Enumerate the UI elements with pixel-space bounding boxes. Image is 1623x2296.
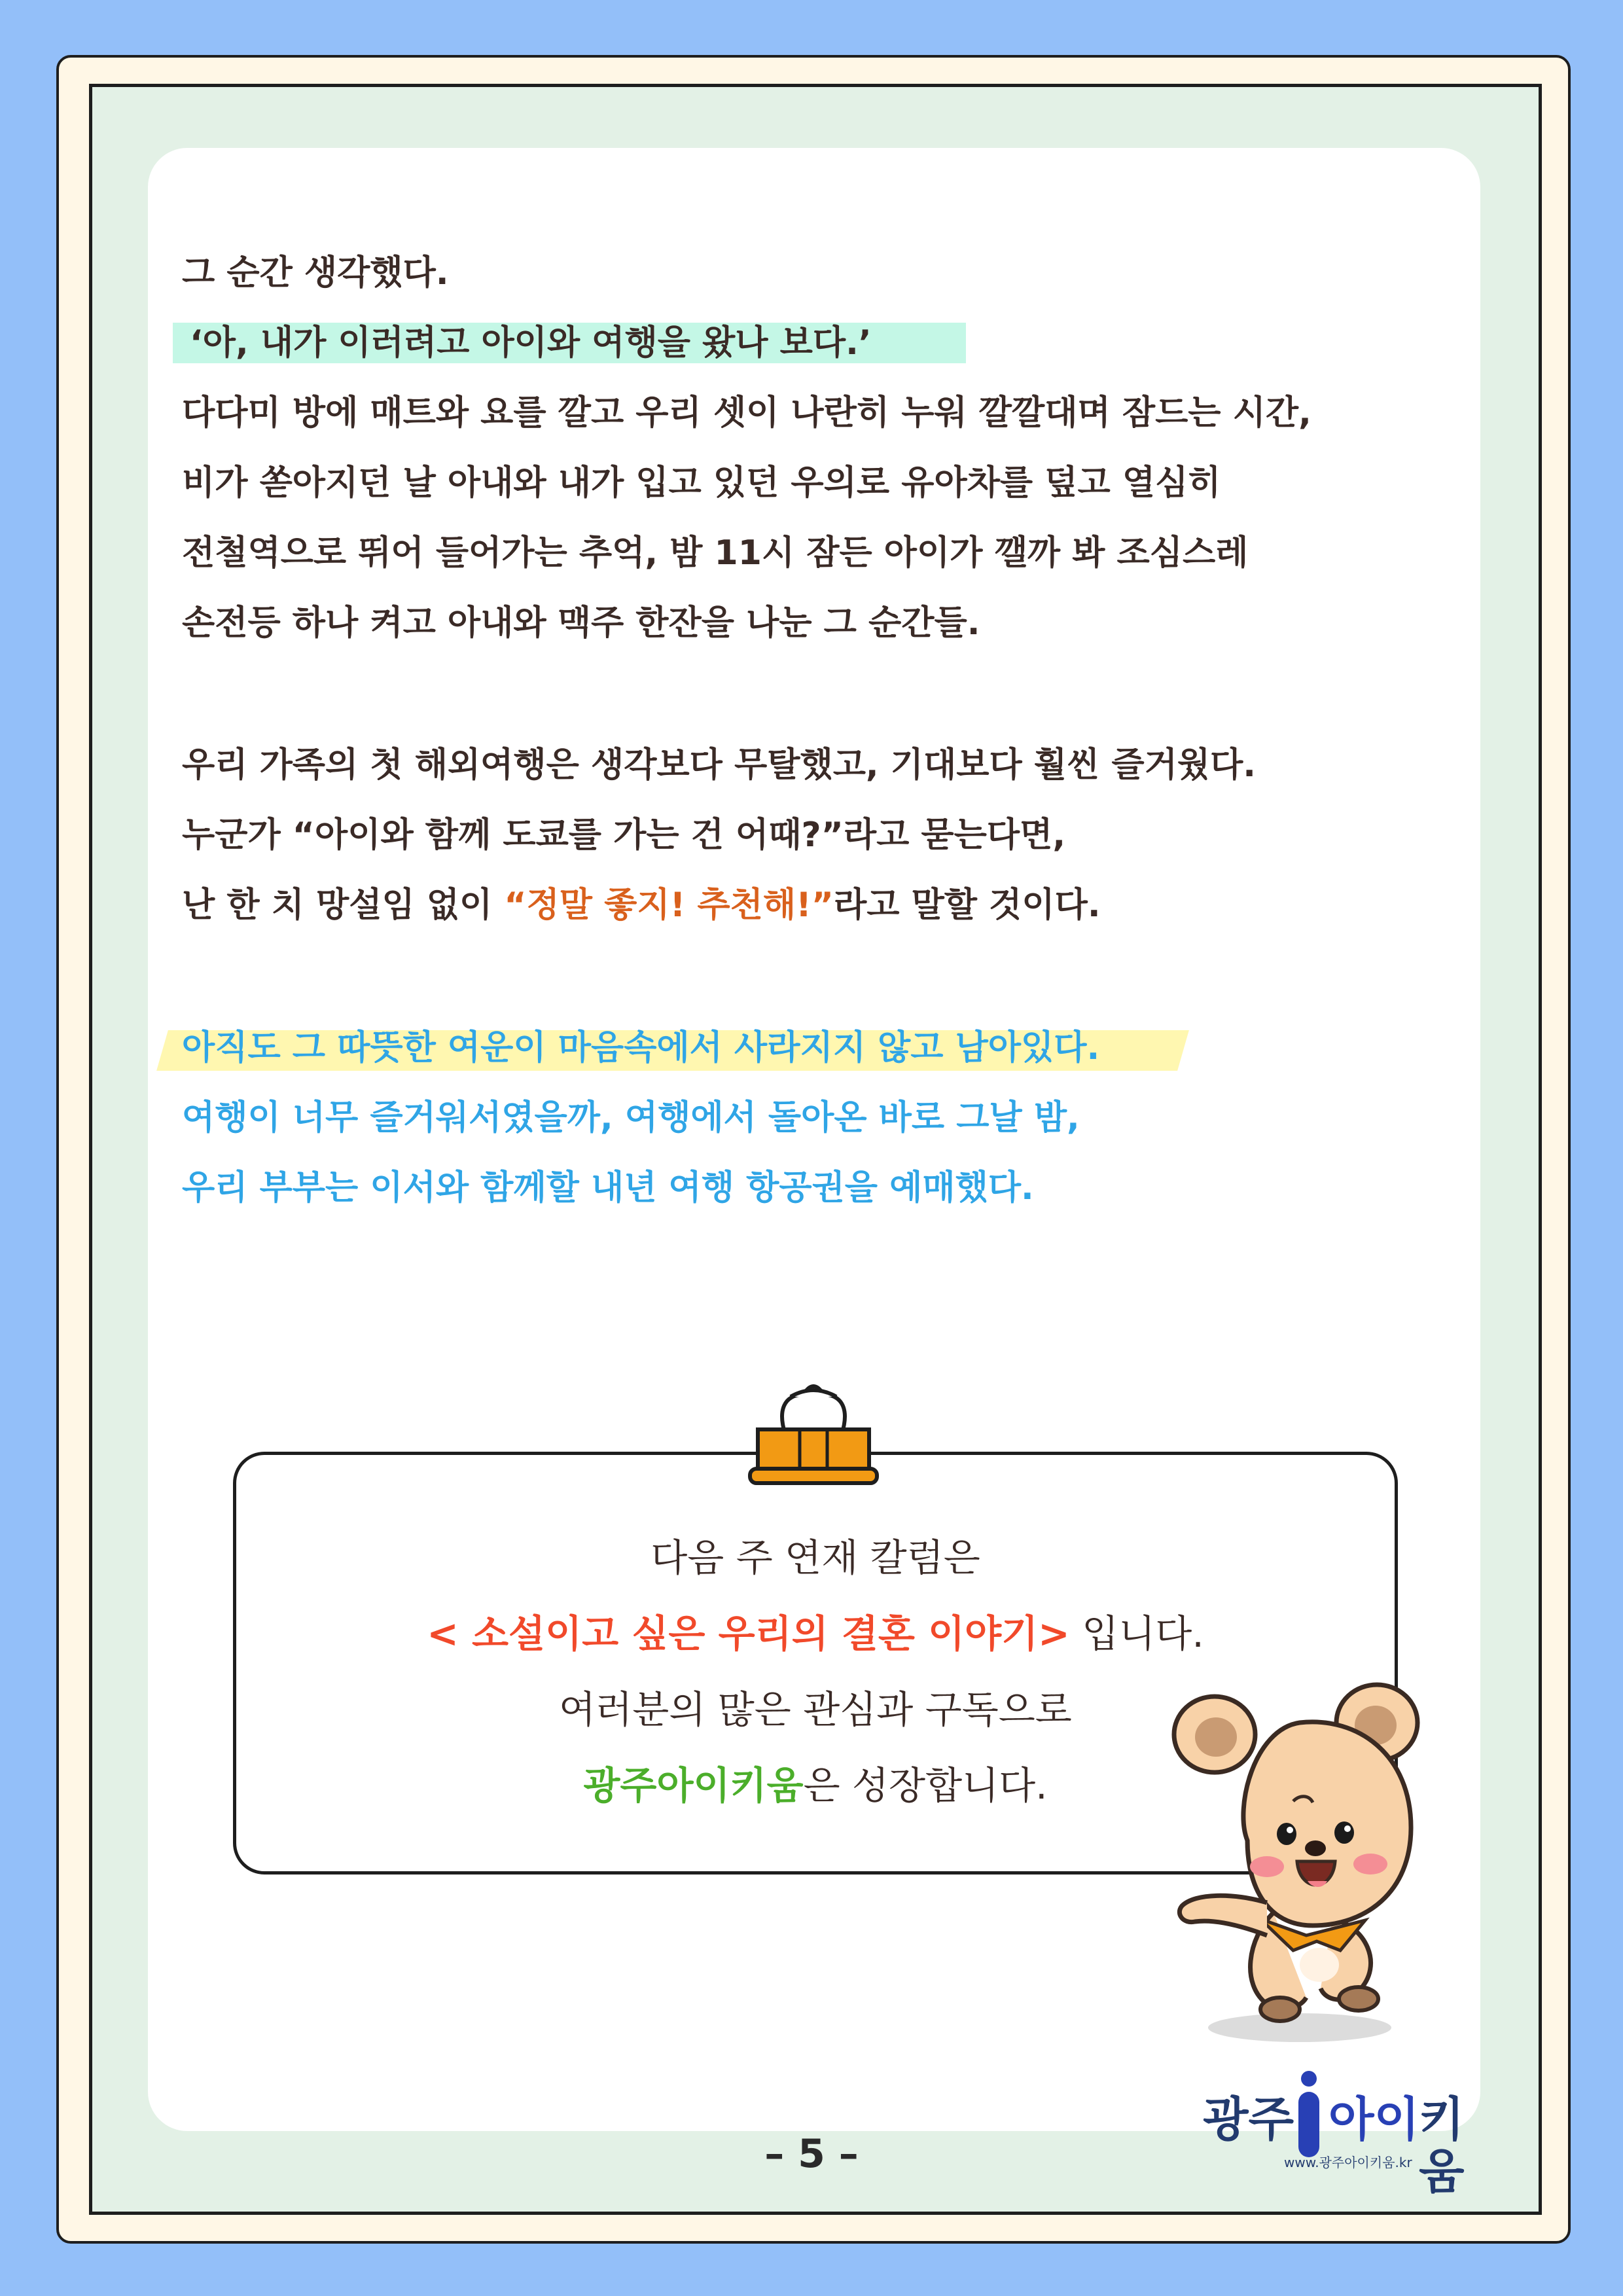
paragraph-recommendation bbox=[182, 730, 1256, 941]
logo-text-ai: 아이 bbox=[1329, 2092, 1420, 2147]
highlighted-line: 아직도 그 따뜻한 여운이 마음속에서 사라지지 않고 남아있다. bbox=[182, 1013, 1099, 1083]
recommendation-quote: “정말 좋지! 추천해!” bbox=[504, 886, 834, 925]
page-number: – 5 – bbox=[764, 2131, 859, 2177]
logo-text-gwangju: 광주 bbox=[1203, 2092, 1294, 2147]
text-line: 다다미 방에 매트와 요를 깔고 우리 셋이 나란히 누워 깔깔대며 잠드는 시간, bbox=[182, 393, 1311, 433]
logo-figure-icon bbox=[1296, 2070, 1322, 2161]
paragraph-afterglow bbox=[182, 1013, 1099, 1223]
next-column-title: < 소설이고 싶은 우리의 결혼 이야기> bbox=[427, 1611, 1070, 1656]
logo-text-kium: 키움 bbox=[1419, 2092, 1465, 2199]
text-line: 누군가 “아이와 함께 도쿄를 가는 건 어때?”라고 묻는다면, bbox=[182, 816, 1066, 855]
quokka-mascot-icon bbox=[1169, 1677, 1437, 2053]
notice-line: 여러분의 많은 관심과 구독으로 bbox=[559, 1687, 1072, 1732]
notice-brand-line: 광주아이키움은 성장합니다. bbox=[583, 1763, 1048, 1808]
text-line: 손전등 하나 켜고 아내와 맥주 한잔을 나눈 그 순간들. bbox=[182, 603, 980, 643]
notice-line: 다음 주 연재 칼럼은 bbox=[651, 1535, 980, 1580]
highlighted-quote-line: ‘아, 내가 이러려고 아이와 여행을 왔나 보다.’ bbox=[182, 308, 1311, 378]
brand-name: 광주아이키움 bbox=[583, 1763, 804, 1808]
paragraph-reflection bbox=[182, 238, 1311, 658]
gwangju-aikium-logo bbox=[1203, 2068, 1504, 2199]
text-line: 전철역으로 뛰어 들어가는 추억, 밤 11시 잠든 아이가 깰까 봐 조심스레 bbox=[182, 533, 1249, 573]
text-line: 비가 쏟아지던 날 아내와 내가 입고 있던 우의로 유아차를 덮고 열심히 bbox=[182, 463, 1221, 503]
notice-title-line: < 소설이고 싶은 우리의 결혼 이야기> 입니다. bbox=[427, 1611, 1204, 1656]
binder-clip-icon bbox=[745, 1371, 882, 1490]
text-line: 난 한 치 망설임 없이 “정말 좋지! 추천해!”라고 말할 것이다. bbox=[182, 886, 1101, 925]
text-line: 우리 가족의 첫 해외여행은 생각보다 무탈했고, 기대보다 훨씬 즐거웠다. bbox=[182, 745, 1257, 785]
text-line: 우리 부부는 이서와 함께할 내년 여행 항공권을 예매했다. bbox=[182, 1168, 1034, 1208]
text-line: 여행이 너무 즐거워서였을까, 여행에서 돌아온 바로 그날 밤, bbox=[182, 1098, 1080, 1138]
logo-url: www.광주아이키움.kr bbox=[1284, 2155, 1412, 2170]
text-line: 그 순간 생각했다. bbox=[182, 253, 449, 293]
